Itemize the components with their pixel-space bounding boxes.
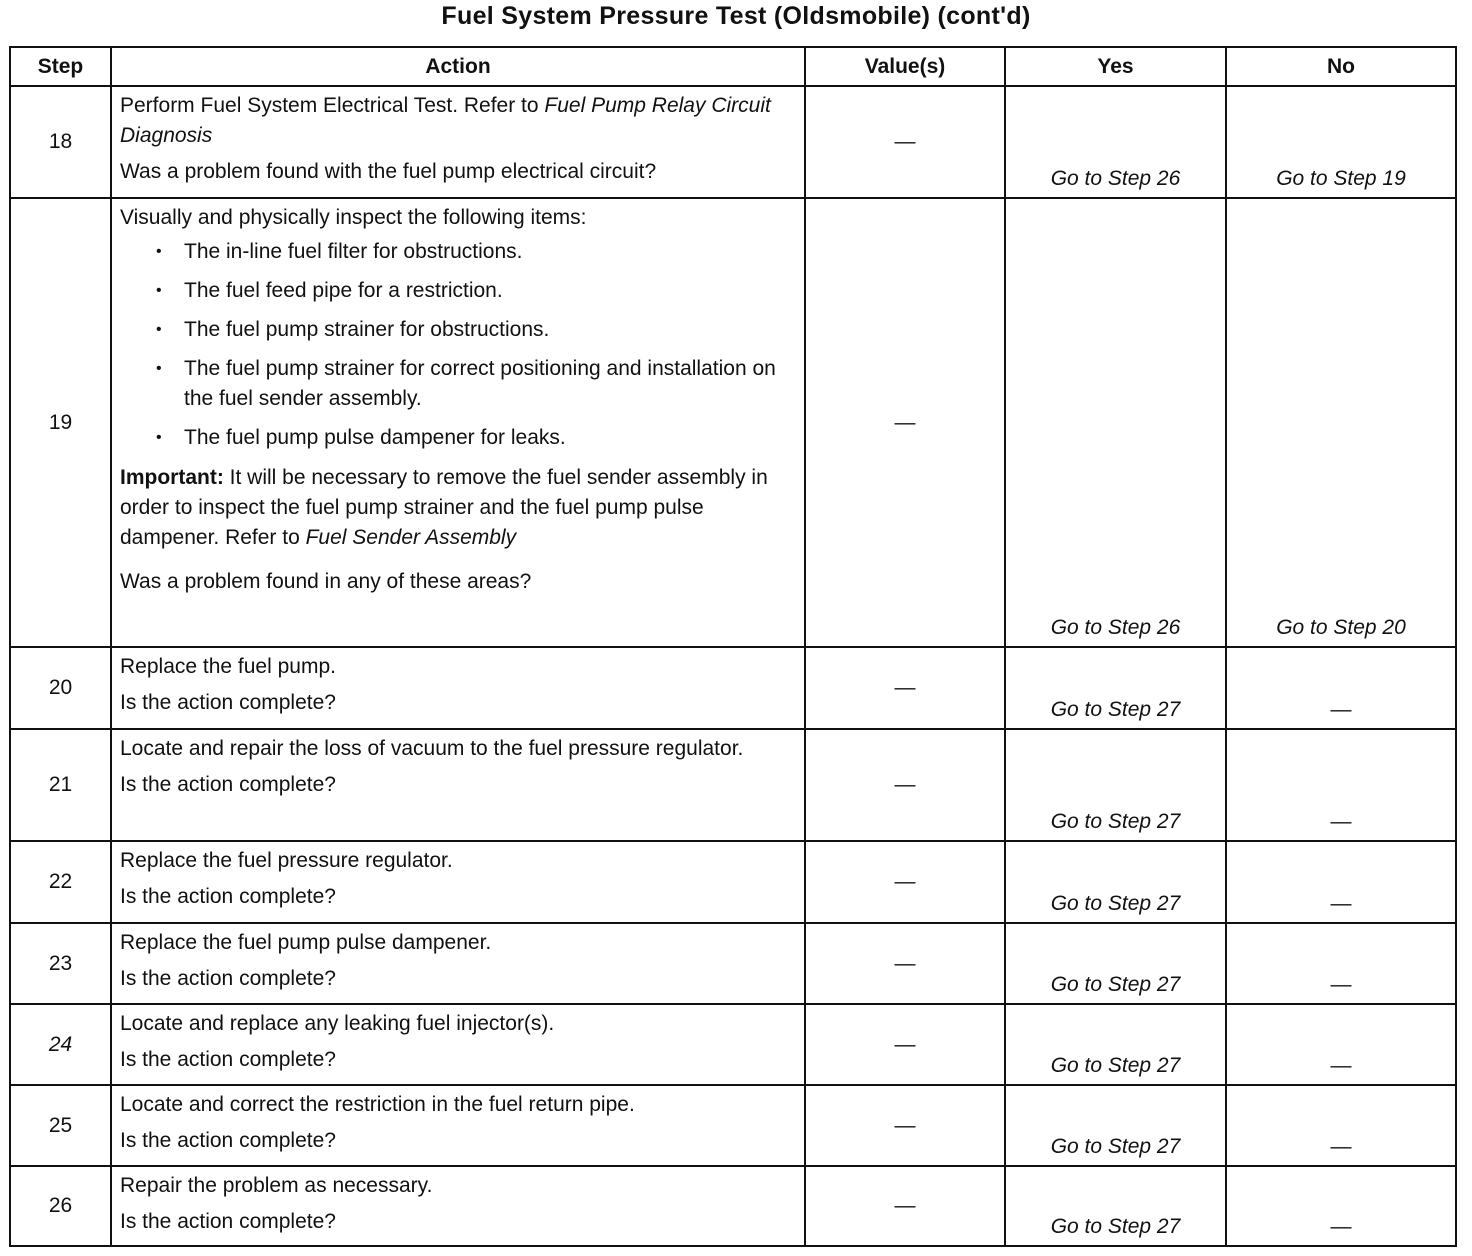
yes-cell: Go to Step 27 <box>1005 729 1226 841</box>
question-text: Is the action complete? <box>120 773 336 796</box>
step-number: 25 <box>10 1085 111 1166</box>
list-item: • The fuel pump strainer for correct positioning and installation on the fuel sender assembly. <box>184 354 796 414</box>
step-number: 24 <box>10 1004 111 1085</box>
table-row <box>10 841 1456 923</box>
no-cell: Go to Step 20 <box>1226 198 1456 647</box>
question-text: Is the action complete? <box>120 967 336 990</box>
no-cell: — <box>1226 1085 1456 1166</box>
step-number: 18 <box>10 86 111 198</box>
action-cell <box>111 647 805 729</box>
yes-cell: Go to Step 26 <box>1005 198 1226 647</box>
action-cell <box>111 923 805 1004</box>
yes-cell: Go to Step 27 <box>1005 1085 1226 1166</box>
table-row <box>10 1085 1456 1166</box>
action-text: Replace the fuel pump pulse dampener. <box>120 931 492 954</box>
action-text: Perform Fuel System Electrical Test. Refer to <box>120 94 545 117</box>
step-number: 21 <box>10 729 111 841</box>
value-cell: — <box>805 647 1005 729</box>
header-no: No <box>1226 47 1456 86</box>
action-cell <box>111 729 805 841</box>
list-item: • The fuel pump strainer for obstructions. <box>184 315 796 345</box>
action-cell <box>111 1004 805 1085</box>
list-item: • The fuel pump pulse dampener for leaks. <box>184 423 796 453</box>
step-number: 26 <box>10 1166 111 1246</box>
diagnostic-table <box>9 46 1457 1247</box>
question-text: Is the action complete? <box>120 885 336 908</box>
table-row <box>10 729 1456 841</box>
table-row <box>10 198 1456 647</box>
important-text: It will be necessary to remove the fuel sender assembly in order to inspect the fuel pump strainer and the fuel pump pulse dampener. Refer to <box>120 466 768 549</box>
action-text: Visually and physically inspect the following items: <box>120 206 587 229</box>
action-text: Locate and correct the restriction in the fuel return pipe. <box>120 1093 635 1116</box>
step-number: 19 <box>10 198 111 647</box>
value-cell: — <box>805 1166 1005 1246</box>
action-cell <box>111 1085 805 1166</box>
value-cell: — <box>805 729 1005 841</box>
no-cell: — <box>1226 1004 1456 1085</box>
question-text: Is the action complete? <box>120 1129 336 1152</box>
table-row <box>10 923 1456 1004</box>
action-cell <box>111 198 805 647</box>
yes-cell: Go to Step 26 <box>1005 86 1226 198</box>
header-action: Action <box>111 47 805 86</box>
question-text: Is the action complete? <box>120 1048 336 1071</box>
action-text: Locate and repair the loss of vacuum to the fuel pressure regulator. <box>120 737 744 760</box>
yes-cell: Go to Step 27 <box>1005 923 1226 1004</box>
question-text: Is the action complete? <box>120 691 336 714</box>
important-note <box>120 463 796 553</box>
yes-cell: Go to Step 27 <box>1005 647 1226 729</box>
value-cell: — <box>805 198 1005 647</box>
no-cell: — <box>1226 923 1456 1004</box>
no-cell: — <box>1226 841 1456 923</box>
no-cell: — <box>1226 729 1456 841</box>
list-item: • The fuel feed pipe for a restriction. <box>184 276 796 306</box>
page-title: Fuel System Pressure Test (Oldsmobile) (cont'd) <box>441 2 1031 30</box>
header-row <box>10 47 1456 86</box>
inspection-list <box>120 237 796 453</box>
table-row <box>10 1004 1456 1085</box>
action-text: Locate and replace any leaking fuel injector(s). <box>120 1012 555 1035</box>
step-number: 23 <box>10 923 111 1004</box>
value-cell: — <box>805 1004 1005 1085</box>
value-cell: — <box>805 841 1005 923</box>
question-text: Is the action complete? <box>120 1210 336 1233</box>
yes-cell: Go to Step 27 <box>1005 841 1226 923</box>
action-cell <box>111 841 805 923</box>
header-yes: Yes <box>1005 47 1226 86</box>
question-text: Was a problem found with the fuel pump electrical circuit? <box>120 160 657 183</box>
list-item: • The in-line fuel filter for obstructions. <box>184 237 796 267</box>
header-values: Value(s) <box>805 47 1005 86</box>
important-label: Important: <box>120 466 224 489</box>
step-number: 22 <box>10 841 111 923</box>
yes-cell: Go to Step 27 <box>1005 1166 1226 1246</box>
table-row <box>10 647 1456 729</box>
table-row <box>10 86 1456 198</box>
reference-link: Fuel Sender Assembly <box>305 526 517 549</box>
action-cell <box>111 86 805 198</box>
header-step: Step <box>10 47 111 86</box>
value-cell: — <box>805 1085 1005 1166</box>
question-text: Was a problem found in any of these areas? <box>120 570 532 593</box>
step-number: 20 <box>10 647 111 729</box>
yes-cell: Go to Step 27 <box>1005 1004 1226 1085</box>
action-text: Replace the fuel pressure regulator. <box>120 849 453 872</box>
table-row <box>10 1166 1456 1246</box>
value-cell: — <box>805 923 1005 1004</box>
action-cell <box>111 1166 805 1246</box>
value-cell: — <box>805 86 1005 198</box>
reference-link: Fuel Pump Relay Circuit Diagnosis <box>120 94 771 147</box>
no-cell: — <box>1226 1166 1456 1246</box>
no-cell: Go to Step 19 <box>1226 86 1456 198</box>
action-text: Repair the problem as necessary. <box>120 1174 433 1197</box>
action-text: Replace the fuel pump. <box>120 655 336 678</box>
no-cell: — <box>1226 647 1456 729</box>
